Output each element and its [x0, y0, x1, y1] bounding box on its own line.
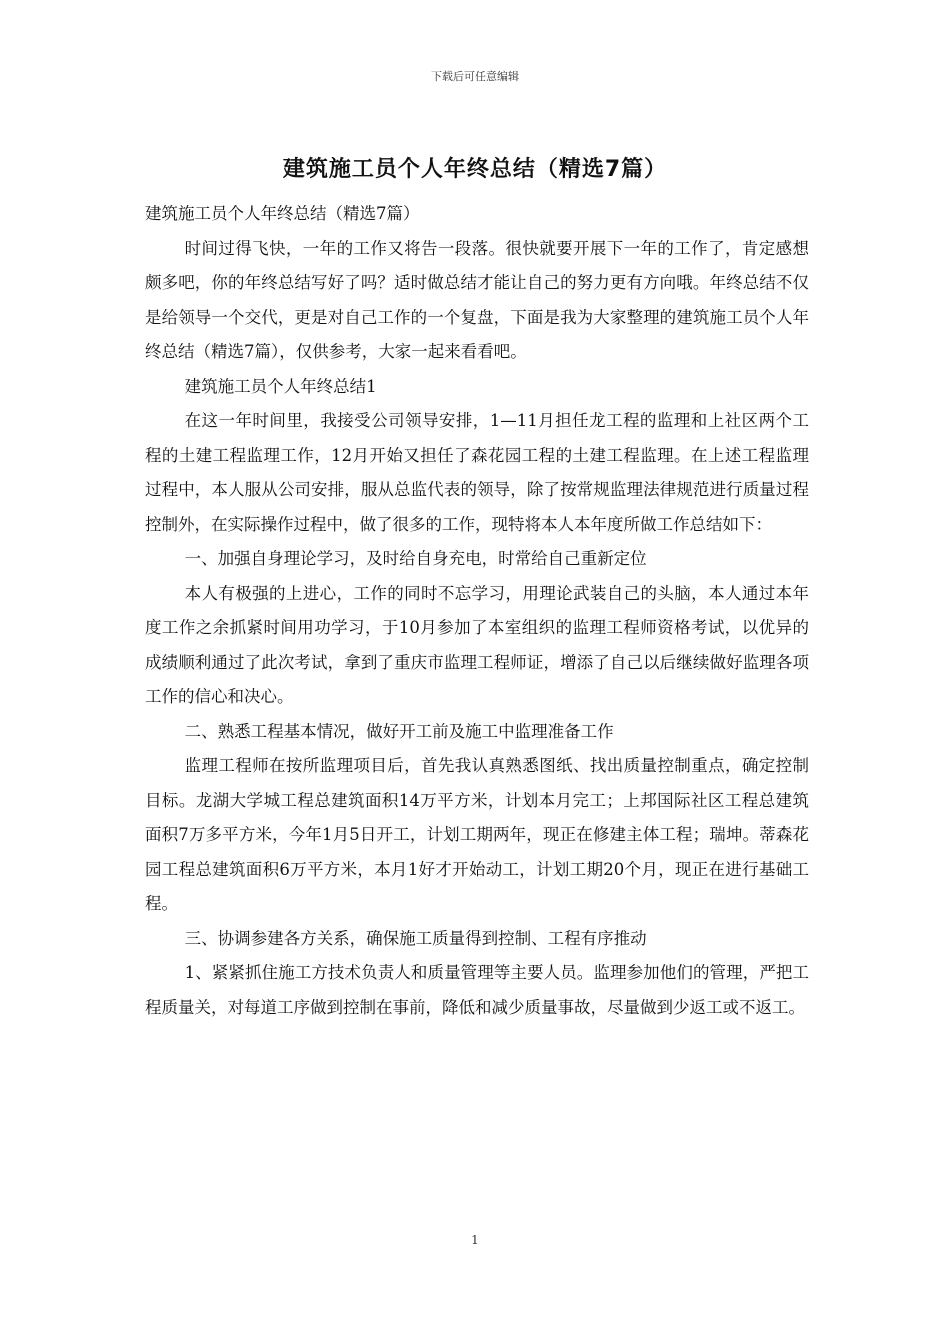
body-paragraph: 监理工程师在按所监理项目后，首先我认真熟悉图纸、找出质量控制重点，确定控制目标。龙湖大学城工程总建筑面积14万平方米，计划本月完工；上邦国际社区工程总建筑面积7万多平方米，今年1月5日开工，计划工期两年，现正在修建主体工程；瑞坤。蒂森花园工程总建筑面积6万平方米，本月1好才开始动工，计划工期20个月，现正在进行基础工程。	[145, 756, 809, 913]
document-body	[145, 197, 809, 1025]
intro-paragraph: 时间过得飞快，一年的工作又将告一段落。很快就要开展下一年的工作了，肯定感想颇多吧，你的年终总结写好了吗？适时做总结才能让自己的努力更有方向哦。年终总结不仅是给领导一个交代，更是对自己工作的一个复盘，下面是我为大家整理的建筑施工员个人年终总结（精选7篇），仅供参考，大家一起来看看吧。	[145, 238, 809, 361]
page-header: 下载后可任意编辑	[431, 70, 519, 83]
section-heading-3: 三、协调参建各方关系，确保施工质量得到控制、工程有序推动	[184, 928, 647, 948]
document-title: 建筑施工员个人年终总结（精选7篇）	[282, 157, 668, 182]
body-paragraph: 在这一年时间里，我接受公司领导安排，1—11月担任龙工程的监理和上社区两个工程的土建工程监理工作，12月开始又担任了森花园工程的土建工程监理。在上述工程监理过程中，本人服从公司安排，服从总监代表的领导，除了按常规监理法律规范进行质量过程控制外，在实际操作过程中，做了很多的工作，现特将本人本年度所做工作总结如下：	[145, 411, 809, 534]
body-paragraph: 本人有极强的上进心，工作的同时不忘学习，用理论武装自己的头脑，本人通过本年度工作之余抓紧时间用功学习，于10月参加了本室组织的监理工程师资格考试，以优异的成绩顺利通过了此次考试，拿到了重庆市监理工程师证，增添了自己以后继续做好监理各项工作的信心和决心。	[145, 583, 809, 706]
section-heading-1: 一、加强自身理论学习，及时给自身充电，时常给自己重新定位	[184, 549, 647, 568]
document-subtitle: 建筑施工员个人年终总结（精选7篇）	[145, 204, 420, 223]
section-heading-summary-1: 建筑施工员个人年终总结1	[184, 376, 377, 396]
section-heading-2: 二、熟悉工程基本情况，做好开工前及施工中监理准备工作	[184, 721, 614, 741]
body-paragraph: 1、紧紧抓住施工方技术负责人和质量管理等主要人员。监理参加他们的管理，严把工程质量关，对每道工序做到控制在事前，降低和减少质量事故，尽量做到少返工或不返工。	[145, 963, 809, 1017]
page-number: 1	[471, 1233, 479, 1247]
